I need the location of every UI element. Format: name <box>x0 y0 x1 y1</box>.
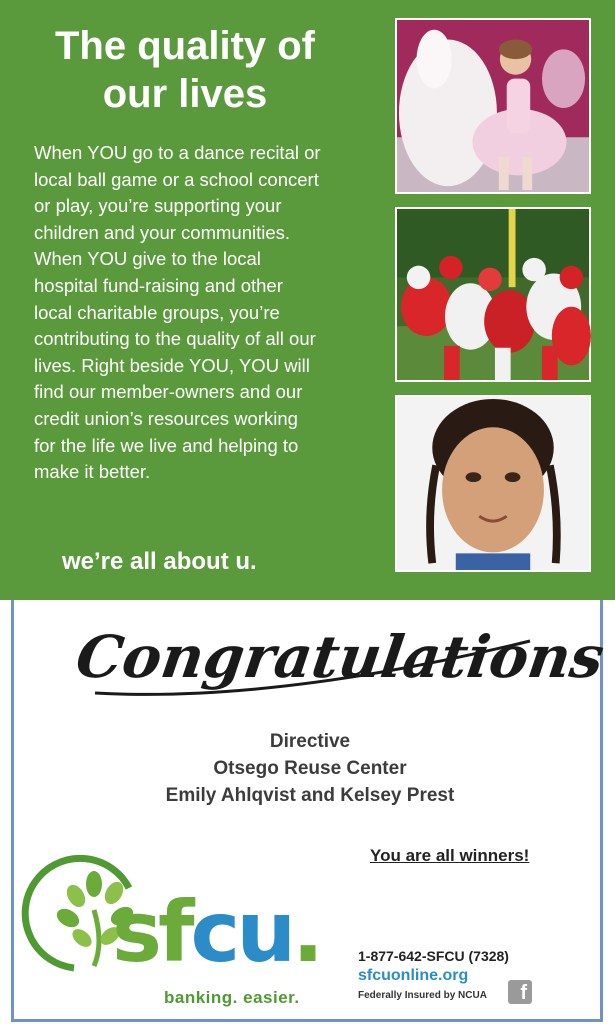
body-line: contributing to the quality of all our <box>34 328 316 350</box>
sfcu-logo <box>34 848 344 1013</box>
contact-info <box>358 948 598 1001</box>
logo-tagline: banking. easier. <box>164 988 300 1007</box>
recipient-line: Directive <box>269 731 351 752</box>
recipients <box>100 728 520 809</box>
body-line: for the life we live and helping to <box>34 434 299 456</box>
phone-number[interactable]: 1-877-642-SFCU (7328) <box>358 948 509 964</box>
body-line: hospital fund-raising and other <box>34 274 283 296</box>
recipient-line: Emily Ahlqvist and Kelsey Prest <box>165 785 455 806</box>
congratulations-heading <box>72 613 609 713</box>
ncua-notice: Federally Insured by NCUA <box>358 990 487 1001</box>
body-line: When YOU go to a dance recital or <box>34 142 321 163</box>
body-line: local charitable groups, you’re <box>34 301 280 323</box>
headline <box>20 22 350 118</box>
website-link[interactable]: sfcuonline.org <box>358 967 469 984</box>
congratulations-text: Congratulations <box>72 622 609 691</box>
headline-line-2: our lives <box>102 72 268 116</box>
logo-dot: . <box>292 883 321 981</box>
winners-text: You are all winners! <box>370 846 530 865</box>
football-image <box>397 209 589 380</box>
body-line: find our member-owners and our <box>34 381 303 403</box>
body-line: make it better. <box>34 461 151 483</box>
girl-portrait-photo <box>395 395 591 572</box>
headline-line-1: The quality of <box>55 24 315 68</box>
congratulations-script <box>72 613 609 713</box>
logo-letter-s: s <box>112 883 158 981</box>
football-photo <box>395 207 591 382</box>
body-line: lives. Right beside YOU, YOU will <box>34 354 310 376</box>
body-line: credit union’s resources working <box>34 407 298 429</box>
logo-letter-f: f <box>158 883 191 981</box>
facebook-icon[interactable]: f <box>508 980 532 1004</box>
logo-letter-u: u <box>236 883 293 981</box>
logo-letter-c: c <box>190 883 237 981</box>
body-line: or play, you’re supporting your <box>34 195 282 217</box>
dance-recital-image <box>397 20 589 192</box>
girl-portrait-image <box>397 397 589 570</box>
tagline: we’re all about u. <box>62 548 257 575</box>
body-line: When YOU give to the local <box>34 248 261 270</box>
body-line: local ball game or a school concert <box>34 168 319 190</box>
dance-recital-photo <box>395 18 591 194</box>
body-line: children and your communities. <box>34 221 291 243</box>
body-text <box>34 140 364 486</box>
sfcu-wordmark <box>112 883 321 981</box>
recipient-line: Otsego Reuse Center <box>213 758 407 779</box>
